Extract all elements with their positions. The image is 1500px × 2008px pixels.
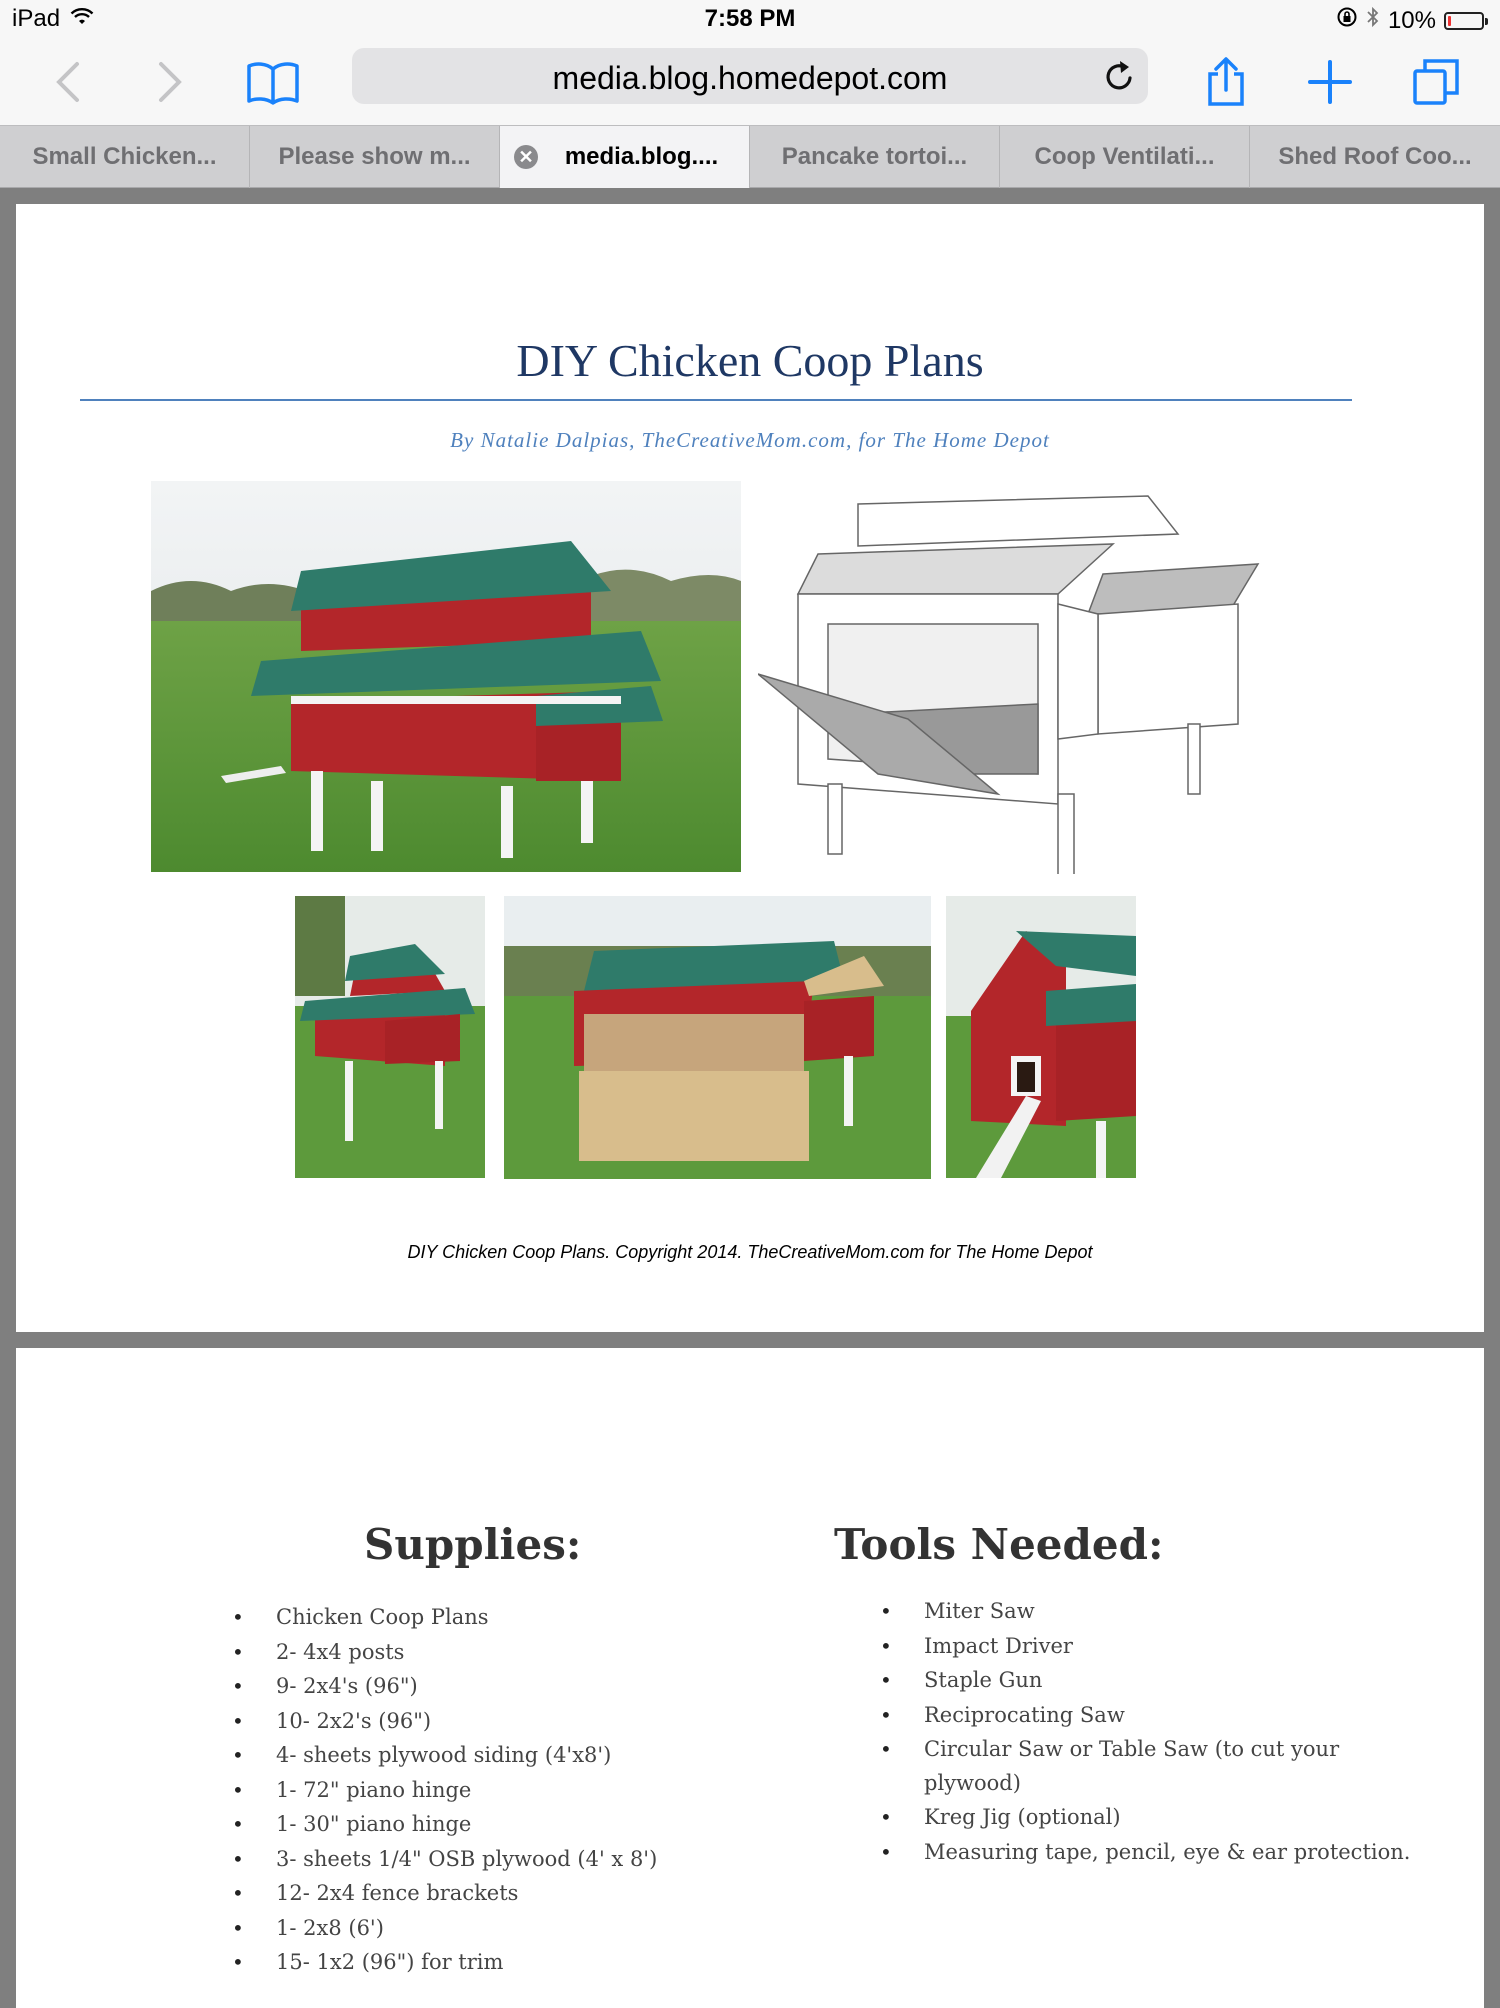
browser-toolbar: [0, 40, 1500, 125]
coop-line-drawing: [758, 474, 1278, 874]
tools-heading: Tools Needed:: [834, 1520, 1164, 1569]
forward-button[interactable]: [140, 52, 200, 112]
supplies-list: [232, 1600, 662, 1980]
tab-coop-ventilation[interactable]: [1000, 126, 1250, 188]
pdf-page-1: [16, 204, 1484, 1332]
list-item: • 4- sheets plywood siding (4'x8'): [232, 1738, 662, 1773]
battery-level: [1448, 16, 1451, 26]
tab-media-blog[interactable]: [500, 126, 750, 188]
list-item: • 1- 2x8 (6'): [232, 1911, 662, 1946]
reload-icon: [1102, 58, 1136, 94]
new-tab-button[interactable]: [1300, 52, 1360, 112]
list-item: • 3- sheets 1/4" OSB plywood (4' x 8'): [232, 1842, 662, 1877]
chevron-right-icon: [155, 60, 185, 104]
list-item: • 10- 2x2's (96"): [232, 1704, 662, 1739]
list-item: • Measuring tape, pencil, eye & ear protection.: [880, 1835, 1420, 1870]
list-item: • 1- 72" piano hinge: [232, 1773, 662, 1808]
url-text: media.blog.homedepot.com: [552, 60, 948, 96]
tab-shed-roof[interactable]: [1250, 126, 1500, 188]
list-item: • Reciprocating Saw: [880, 1698, 1420, 1733]
tab-label: media.blog....: [564, 143, 719, 170]
tabs-icon: [1411, 57, 1461, 107]
tab-label: Please show m...: [278, 143, 471, 170]
coop-photo-thumb-3: [946, 896, 1136, 1178]
address-bar[interactable]: [352, 48, 1148, 104]
status-time: 7:58 PM: [704, 5, 796, 32]
tab-pancake-tortoise[interactable]: [750, 126, 1000, 188]
list-item: • 9- 2x4's (96"): [232, 1669, 662, 1704]
coop-photo-main: [151, 481, 741, 872]
supplies-heading: Supplies:: [364, 1520, 582, 1569]
tab-label: Shed Roof Coo...: [1278, 143, 1472, 170]
list-item: • Impact Driver: [880, 1629, 1420, 1664]
tab-small-chicken[interactable]: [0, 126, 250, 188]
tab-please-show[interactable]: [250, 126, 500, 188]
tab-label: Pancake tortoi...: [781, 143, 968, 170]
title-underline: [80, 399, 1352, 401]
book-icon: [246, 59, 300, 105]
document-byline: By Natalie Dalpias, TheCreativeMom.com, for The Home Depot: [450, 428, 1050, 452]
document-title: DIY Chicken Coop Plans: [516, 335, 984, 386]
back-button[interactable]: [38, 52, 98, 112]
chevron-left-icon: [53, 60, 83, 104]
close-tab-icon[interactable]: ✕: [514, 145, 538, 169]
battery-icon: [1444, 12, 1484, 30]
tools-list: [880, 1594, 1420, 1869]
image-caption: DIY Chicken Coop Plans. Copyright 2014. TheCreativeMom.com for The Home Depot: [407, 1242, 1093, 1262]
rotation-lock-icon: [1336, 6, 1358, 35]
bluetooth-icon: [1366, 5, 1380, 36]
tab-label: Small Chicken...: [32, 143, 217, 170]
share-icon: [1204, 56, 1248, 108]
list-item: • 1- 30" piano hinge: [232, 1807, 662, 1842]
list-item: • Chicken Coop Plans: [232, 1600, 662, 1635]
share-button[interactable]: [1196, 52, 1256, 112]
coop-photo-thumb-2: [504, 896, 931, 1179]
tab-strip: [0, 125, 1500, 188]
list-item: • Miter Saw: [880, 1594, 1420, 1629]
plus-icon: [1308, 60, 1352, 104]
list-item: • Kreg Jig (optional): [880, 1800, 1420, 1835]
tabs-button[interactable]: [1406, 52, 1466, 112]
tab-label: Coop Ventilati...: [1034, 143, 1215, 170]
reload-button[interactable]: [1102, 58, 1136, 99]
list-item: • 2- 4x4 posts: [232, 1635, 662, 1670]
list-item: • Circular Saw or Table Saw (to cut your plywood): [880, 1732, 1354, 1800]
pdf-page-2: [16, 1348, 1484, 2008]
battery-percent: 10%: [1387, 6, 1436, 34]
bookmarks-button[interactable]: [243, 52, 303, 112]
list-item: • Staple Gun: [880, 1663, 1420, 1698]
coop-photo-thumb-1: [295, 896, 485, 1178]
status-bar: [0, 0, 1500, 40]
list-item: • 12- 2x4 fence brackets: [232, 1876, 662, 1911]
list-item: • 15- 1x2 (96") for trim: [232, 1945, 662, 1980]
device-name: iPad: [12, 5, 61, 32]
